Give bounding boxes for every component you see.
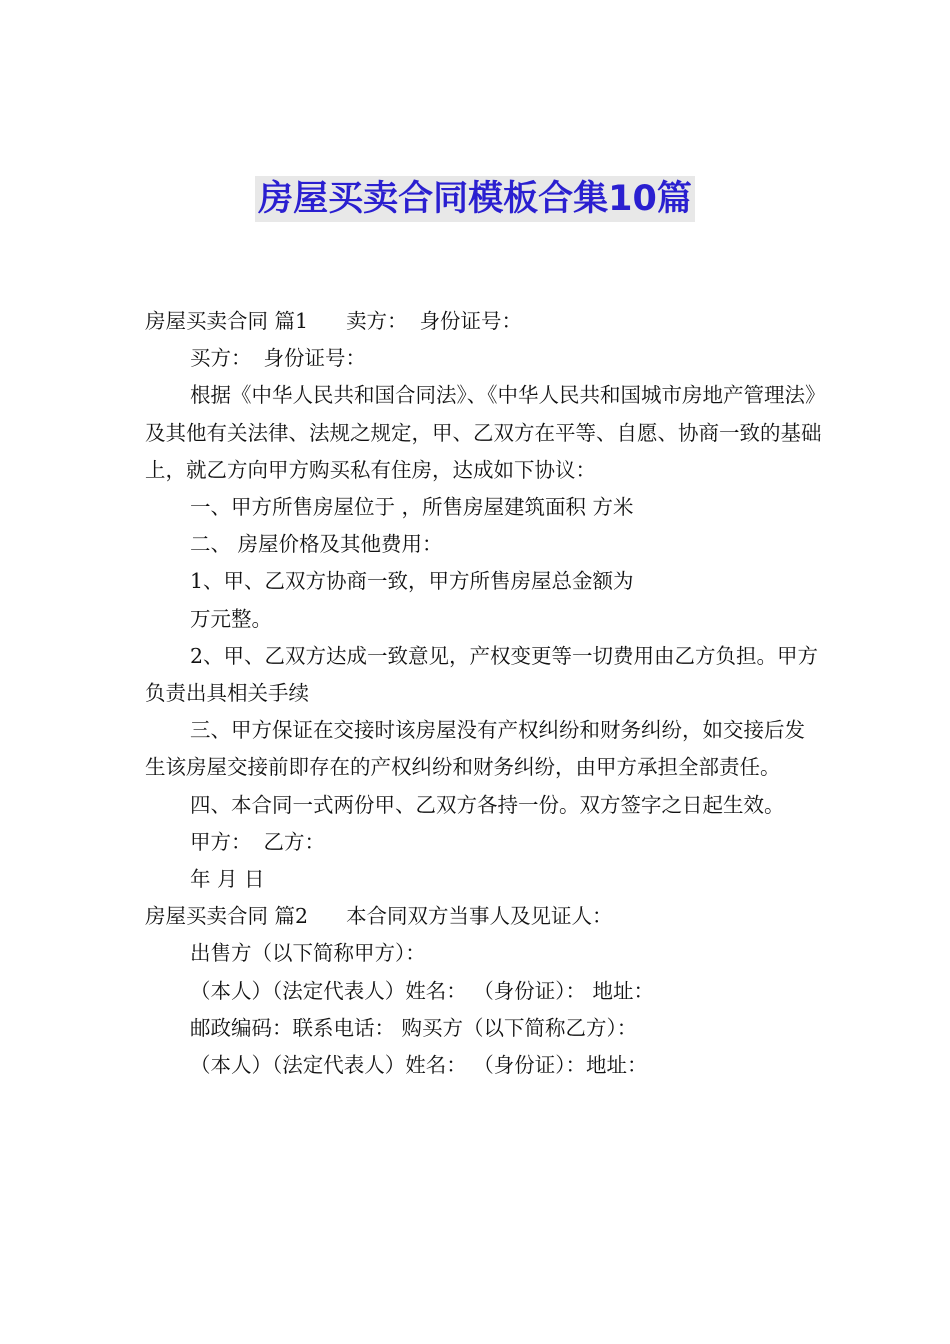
seller-label: 卖方：	[346, 309, 408, 333]
paragraph-clause-2-2: 2、甲、乙双方达成一致意见，产权变更等一切费用由乙方负担。甲方负责出具相关手续	[145, 643, 819, 706]
section-heading: 房屋买卖合同 篇2	[145, 904, 309, 929]
paragraph-buyer-info: （本人）（法定代表人）姓名： （身份证）：地址：	[190, 1053, 648, 1078]
buyer-id-label: 身份证号：	[263, 346, 366, 371]
section-heading: 房屋买卖合同 篇1	[145, 309, 309, 333]
seller-id-label: 身份证号：	[419, 309, 523, 333]
parties-intro: 本合同双方当事人及见证人：	[346, 904, 613, 929]
paragraph-clause-2: 二、 房屋价格及其他费用：	[190, 532, 443, 557]
paragraph-clause-1: 一、甲方所售房屋位于 ，所售房屋建筑面积 方米	[190, 495, 634, 520]
title-wrap	[0, 176, 950, 222]
paragraph-seller-info: （本人）（法定代表人）姓名： （身份证）： 地址：	[190, 978, 655, 1003]
document-title: 房屋买卖合同模板合集10篇	[255, 176, 695, 222]
paragraph-amount: 万元整。	[190, 606, 272, 631]
paragraph-clause-3: 三、甲方保证在交接时该房屋没有产权纠纷和财务纠纷，如交接后发生该房屋交接前即存在的产权纠纷和财务纠纷，由甲方承担全部责任。	[145, 718, 805, 780]
buyer-label: 买方：	[190, 346, 252, 371]
paragraph-heading-2	[145, 898, 825, 935]
party-b-label: 乙方：	[263, 829, 325, 854]
paragraph-seller-intro: 出售方（以下简称甲方）：	[190, 941, 426, 966]
paragraph-date: 年 月 日	[190, 867, 265, 892]
paragraph-clause-2-1: 1、甲、乙双方协商一致，甲方所售房屋总金额为	[190, 569, 634, 594]
paragraph-contact: 邮政编码：联系电话： 购买方（以下简称乙方）：	[190, 1015, 638, 1040]
paragraph-buyer	[145, 340, 825, 377]
party-a-label: 甲方：	[190, 829, 252, 854]
paragraph-heading-1	[145, 303, 825, 340]
paragraph-clause-4: 四、本合同一式两份甲、乙双方各持一份。双方签字之日起生效。	[190, 792, 785, 817]
paragraph-preamble: 根据《中华人民共和国合同法》、《中华人民共和国城市房地产管理法》及其他有关法律、法规之规定，甲、乙双方在平等、自愿、协商一致的基础上，就乙方向甲方购买私有住房，达成如下协议：	[145, 383, 822, 482]
paragraph-signatures	[145, 824, 825, 861]
document-body	[145, 303, 825, 1084]
